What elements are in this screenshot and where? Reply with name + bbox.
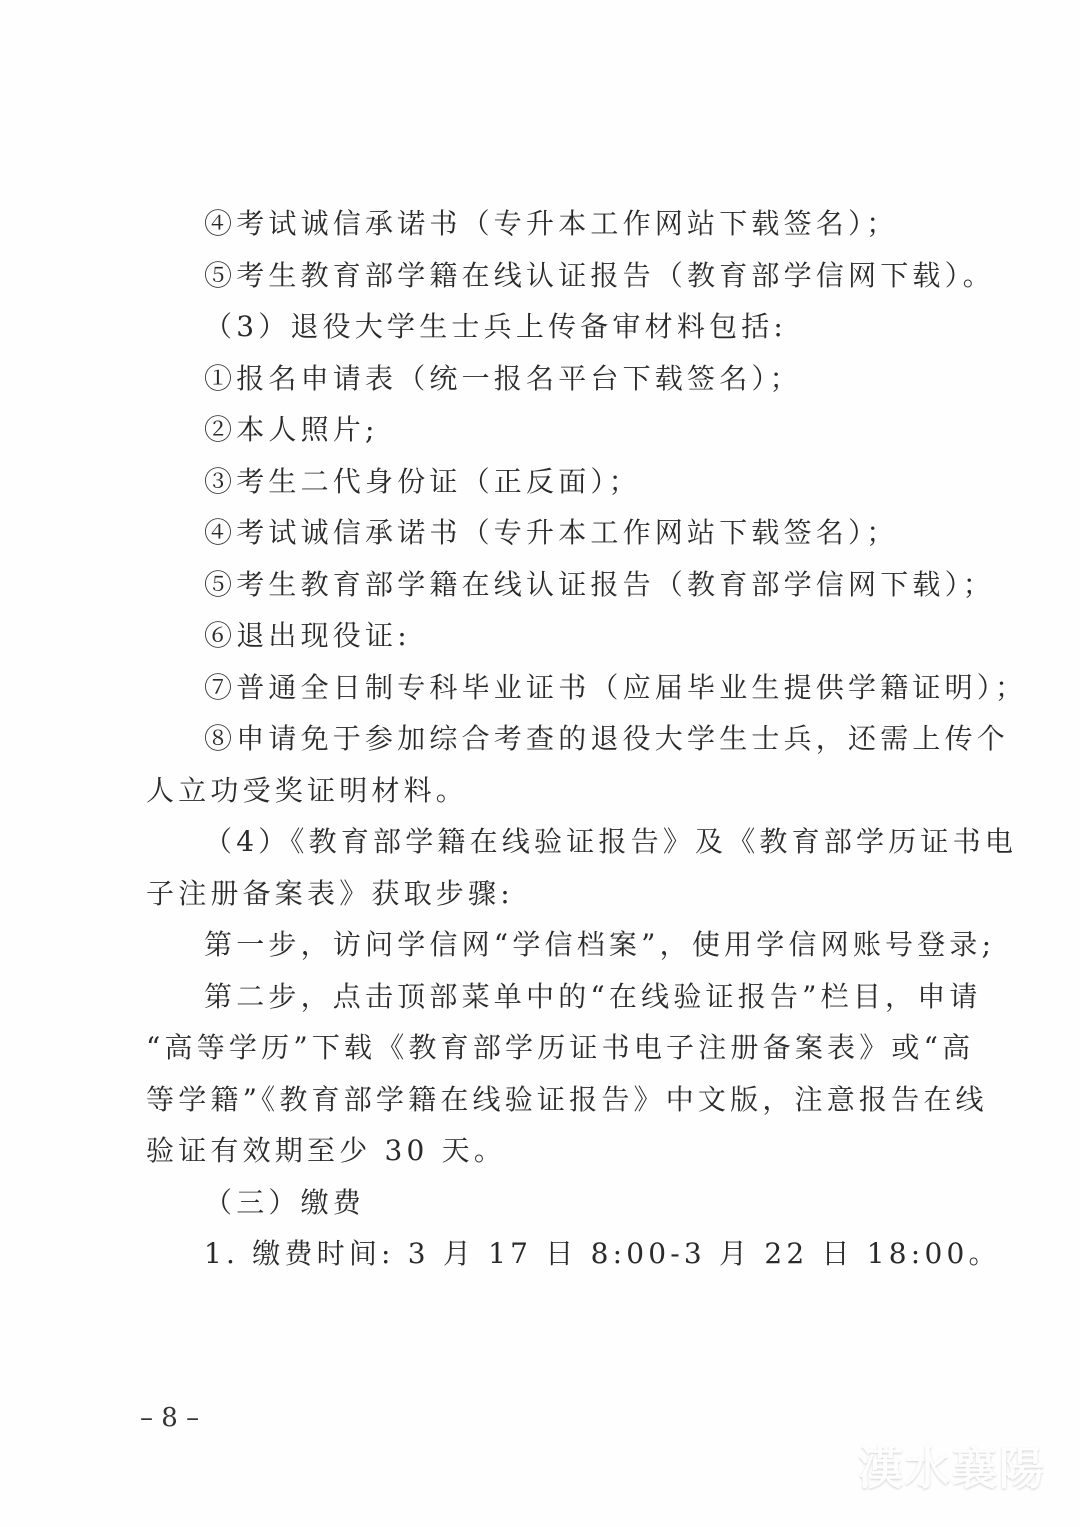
document-line: （4）《教育部学籍在线验证报告》及《教育部学历证书电 <box>204 825 1018 858</box>
page-number: – 8 – <box>140 1403 200 1433</box>
document-line: ⑤考生教育部学籍在线认证报告（教育部学信网下载）； <box>204 567 996 601</box>
document-line: 1. 缴费时间: 3 月 17 日 8:00-3 月 22 日 18:00。 <box>204 1237 1001 1270</box>
document-line: ⑤考生教育部学籍在线认证报告（教育部学信网下载）。 <box>204 258 996 292</box>
document-line: ②本人照片; <box>204 413 379 446</box>
document-line: （三）缴费 <box>204 1185 366 1219</box>
document-line: 等学籍”《教育部学籍在线验证报告》中文版，注意报告在线 <box>146 1082 988 1116</box>
document-line: ④考试诚信承诺书（专升本工作网站下载签名）； <box>204 207 899 240</box>
document-line: ⑧申请免于参加综合考查的退役大学生士兵，还需上传个 <box>204 722 1010 755</box>
document-line: ④考试诚信承诺书（专升本工作网站下载签名）； <box>204 516 899 549</box>
document-line: 第二步，点击顶部菜单中的“在线验证报告”栏目，申请 <box>204 979 982 1013</box>
document-line: 人立功受奖证明材料。 <box>146 773 469 807</box>
document-line: “高等学历”下载《教育部学历证书电子注册备案表》或“高 <box>146 1031 975 1064</box>
document-line: ⑦普通全日制专科毕业证书（应届毕业生提供学籍证明）； <box>204 670 1028 704</box>
document-line: ①报名申请表（统一报名平台下载签名）； <box>204 361 802 395</box>
document-line: 子注册备案表》获取步骤: <box>146 876 514 910</box>
document-line: 第一步，访问学信网“学信档案”，使用学信网账号登录; <box>204 928 996 961</box>
watermark-logo: 漢水襄陽 <box>857 1442 1046 1495</box>
document-line: （3）退役大学生士兵上传备审材料包括: <box>204 310 788 343</box>
document-line: 验证有效期至少 30 天。 <box>146 1134 507 1167</box>
document-line: ③考生二代身份证（正反面）； <box>204 464 641 498</box>
document-body <box>146 198 1028 1280</box>
document-line: ⑥退出现役证: <box>204 619 411 652</box>
